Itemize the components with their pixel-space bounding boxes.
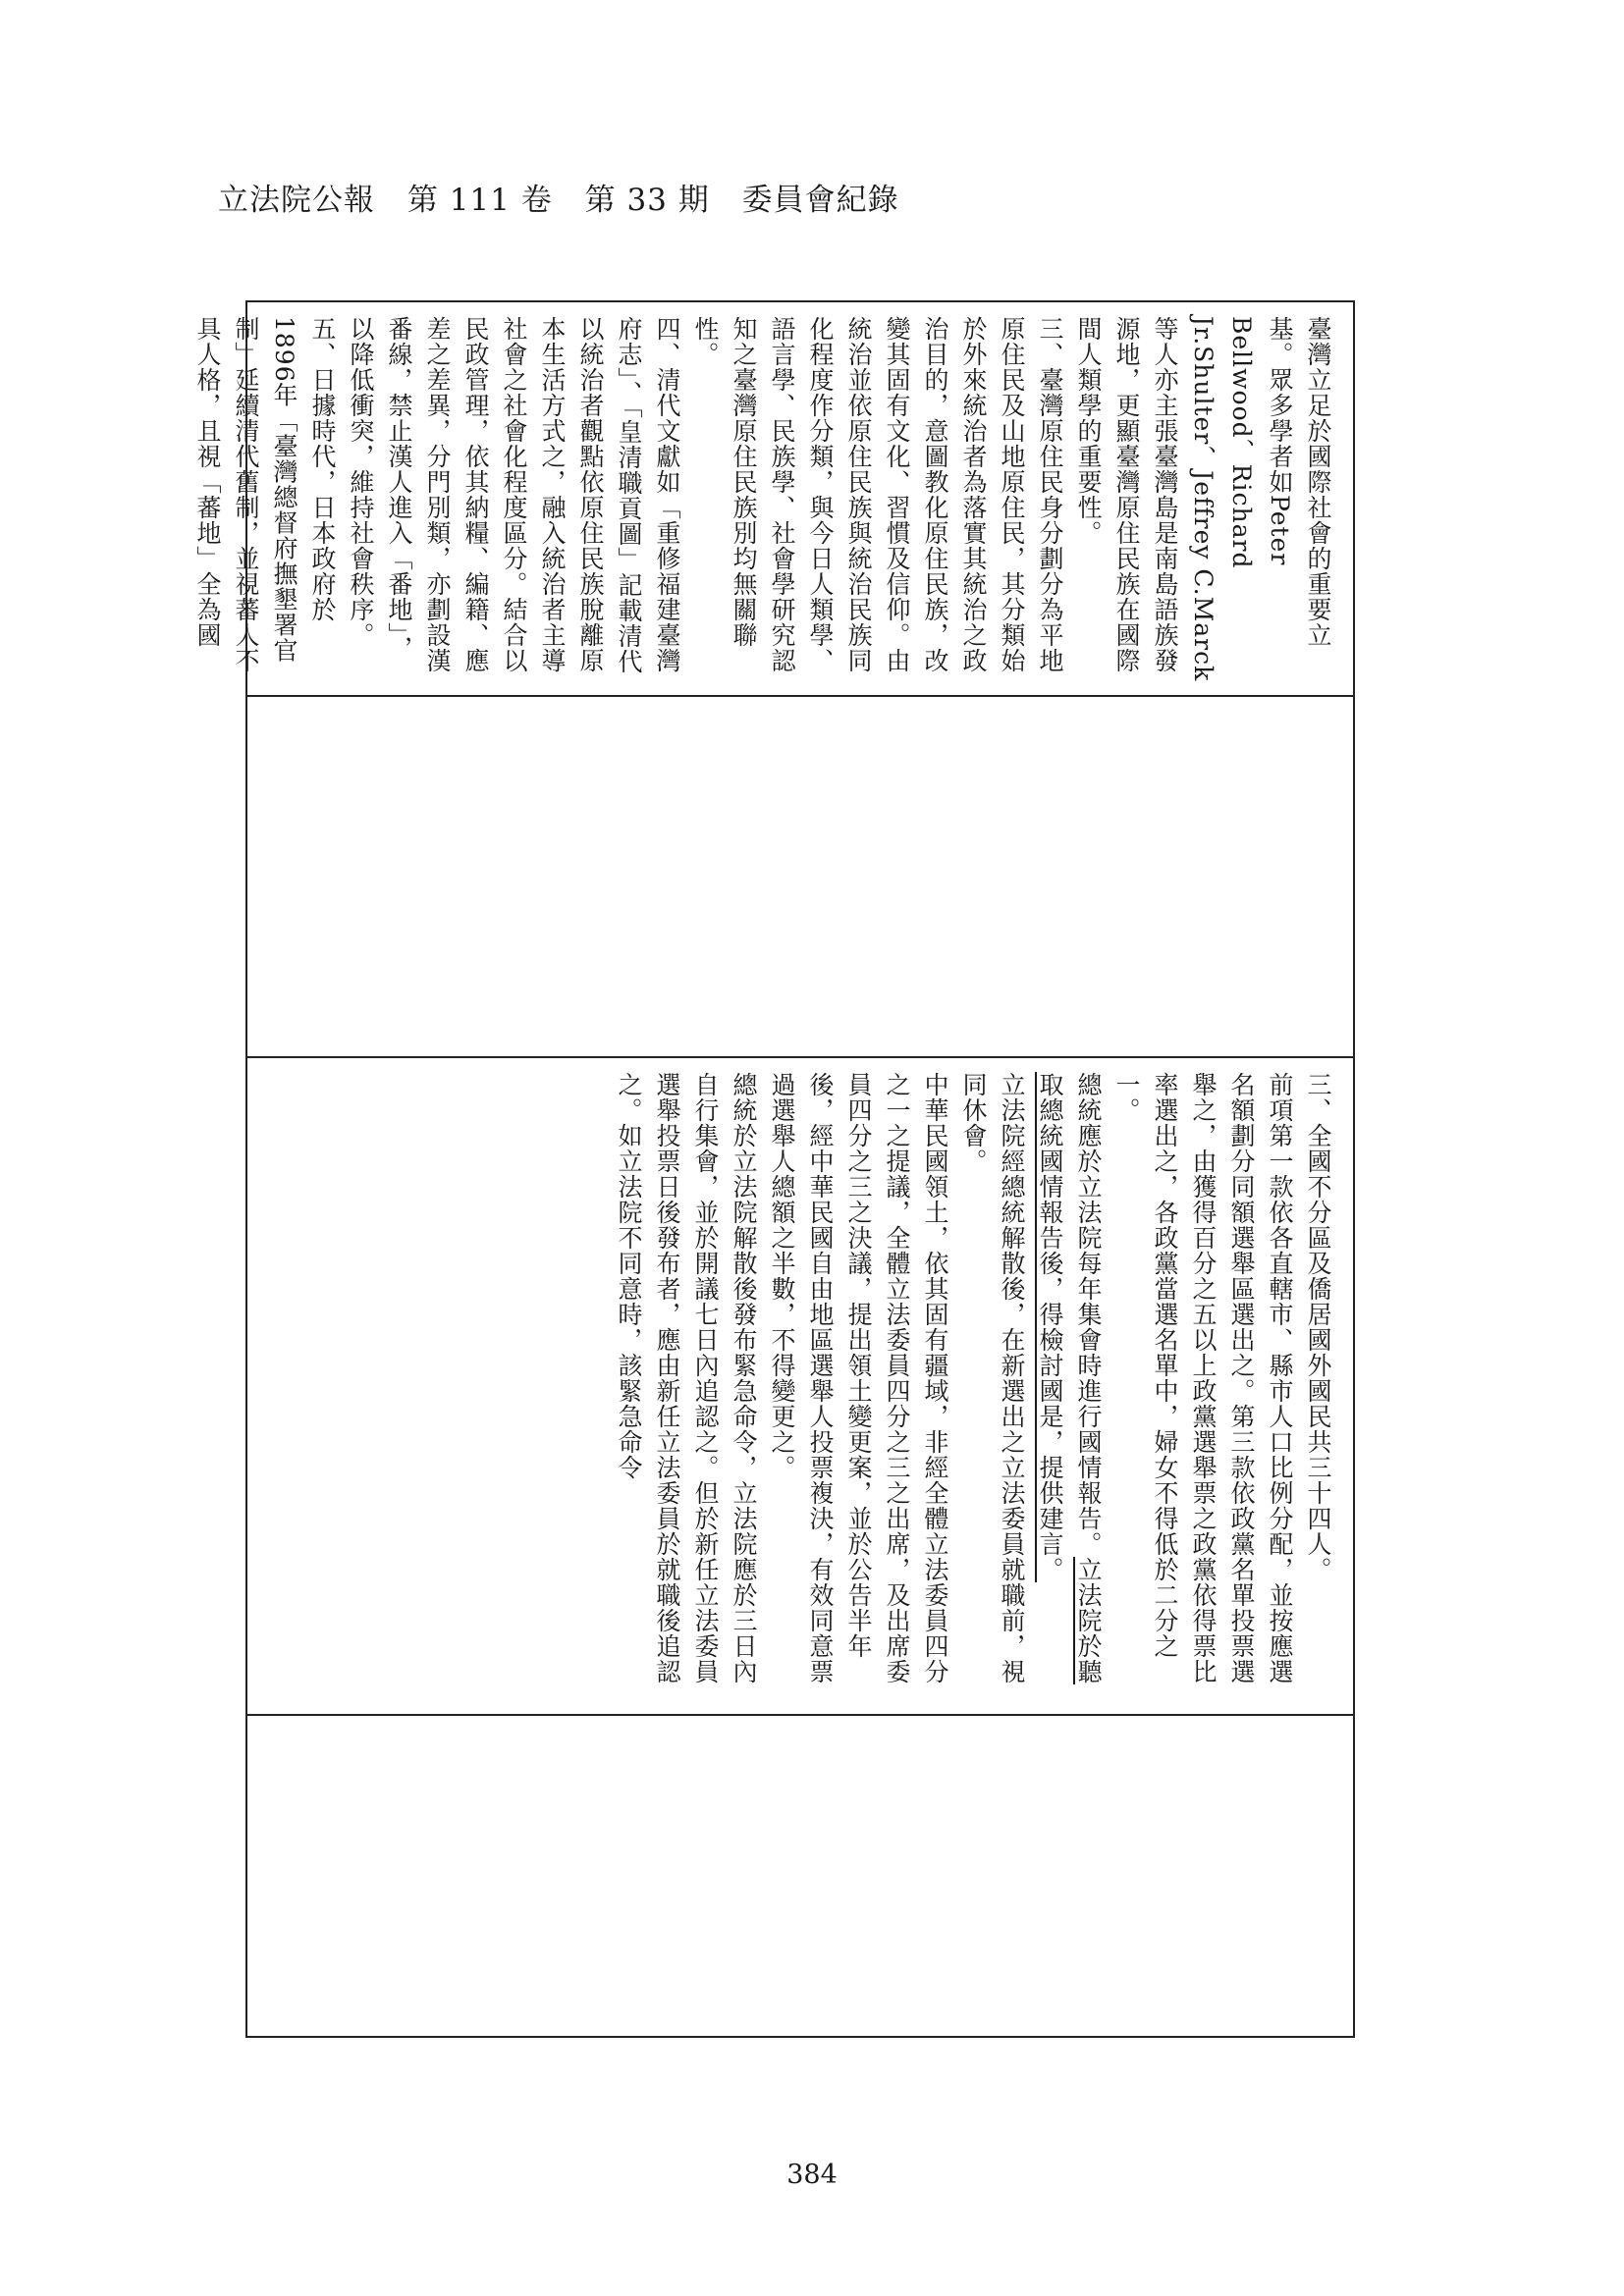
issue-label: 第 33 期 [584, 183, 710, 218]
current-article-part-b: 立法院經總統解散後，在新選出之立法委員就職前，視同休會。 中華民國領土，依其固有疆域，非經全體立法委員四分之一之提議，全體立法委員四分之三之出席，及出席委員四分之三之決議，提出領土變更案，並於公告半年後，經中華民國自由地區選舉人投票複決，有效同意票過選舉人總額之半數，不得變更之。 總統於立法院解散後發布緊急命令，立法院應於三日內自行集會，並於開議七日內追認之。但於新任立法委員選舉投票日後發布者，應由新任立法委員於就職後追認之。如立法院不同意時，該緊急命令 [615, 1072, 1026, 1684]
current-article-underlined: 立法院於聽取總統國情報告後，得檢討國是，提供建言。 [1036, 1072, 1103, 1684]
gazette-header [218, 175, 921, 219]
table-row-empty-2 [247, 1716, 1353, 2036]
section-label: 委員會紀錄 [741, 183, 899, 218]
current-article-text [610, 1072, 1337, 1704]
current-article-part-a: 三、全國不分區及僑居國外國民共三十四人。 前項第一款依各直轄市、縣市人口比例分配，並按應選名額劃分同額選舉區選出之。第三款依政黨名單投票選舉之，由獲得百分之五以上政黨選舉票之政黨依得票比率選出之，各政黨當選名單中，婦女不得低於二分之一。 總統應於立法院每年集會時進行國情報告。 [1074, 1072, 1332, 1684]
explanation-text: 臺灣立足於國際社會的重要立基。眾多學者如Peter Bellwood、Richard Jr.Shulter、Jeffrey C.Marck等人亦主張臺灣島是南島語族發源地，更顯臺灣原住民族在國際間人類學的重要性。 三、臺灣原住民身分劃分為平地原住民及山地原住民，其分類始於外來統治者為落實其統治之政治目的，意圖教化原住民族，改變其固有文化、習慣及信仰。由統治並依原住民族與統治民族同化程度作分類，與今日人類學、語言學、民族學、社會學研究認知之臺灣原住民族別均無關聯性。 四、清代文獻如「重修福建臺灣府志」、「皇清職貢圖」記載清代以統治者觀點依原住民族脫離原本生活方式之，融入統治者主導社會之社會化程度區分。結合以民政管理，依其納糧、編籍、應差之差異，分門別類，亦劃設漢番線，禁止漢人進入「番地」，以降低衝突，維持社會秩序。 五、日據時代，日本政府於1896年「臺灣總督府撫墾署官制」延續清代舊制，並視蕃人不具人格，且視「蕃地」全為國 [193, 316, 1332, 682]
table-row-empty-1 [247, 697, 1353, 1056]
table-row-current-text [247, 1058, 1353, 1714]
page-number: 384 [786, 2160, 838, 2190]
comparison-table [193, 300, 1355, 2038]
journal-title: 立法院公報 [218, 183, 375, 218]
volume-label: 第 111 卷 [406, 183, 553, 218]
table-row-explanation [193, 302, 1353, 695]
